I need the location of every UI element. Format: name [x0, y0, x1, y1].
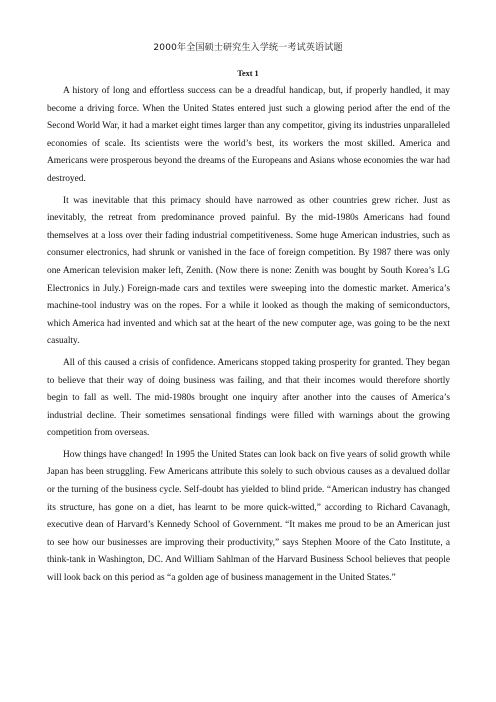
- document-title: 2000年全国硕士研究生入学统一考试英语试题: [153, 43, 343, 53]
- section-heading: Text 1: [237, 69, 259, 78]
- body-text: [47, 83, 450, 592]
- paragraph: All of this caused a crisis of confidence. Americans stopped taking prosperity for granted. They began to believe that their way of doing business was failing, and that their incomes would therefore shortly begin to fall as well. The mid-1980s brought one inquiry after another into the causes of America’s industrial decline. Their sometimes sensational findings were filled with warnings about the growing competition from overseas.: [47, 357, 450, 439]
- paragraph: How things have changed! In 1995 the United States can look back on five years of solid growth while Japan has been struggling. Few Americans attribute this solely to such obvious causes as a devalued dollar or the turning of the business cycle. Self-doubt has yielded to blind pride. “American industry has changed its structure, has gone on a diet, has learnt to be more quick-witted,” according to Richard Cavanagh, executive dean of Harvard’s Kennedy School of Government. “It makes me proud to be an American just to see how our businesses are improving their productivity,” says Stephen Moore of the Cato Institute, a think-tank in Washington, DC. And William Sahlman of the Harvard Business School believes that people will look back on this period as “a golden age of business management in the United States.”: [47, 449, 450, 584]
- paragraph: It was inevitable that this primacy should have narrowed as other countries grew richer. Just as inevitably, the retreat from predominance proved painful. By the mid-1980s Americans had found themselves at a loss over their fading industrial competitiveness. Some huge American industries, such as consumer electronics, had shrunk or vanished in the face of foreign competition. By 1987 there was only one American television maker left, Zenith. (Now there is none: Zenith was bought by South Korea’s LG Electronics in July.) Foreign-made cars and textiles were sweeping into the domestic market. America’s machine-tool industry was on the ropes. For a while it looked as though the making of semiconductors, which America had invented and which sat at the heart of the new computer age, was going to be the next casualty.: [47, 195, 450, 347]
- paragraph: A history of long and effortless success can be a dreadful handicap, but, if properly handled, it may become a driving force. When the United States entered just such a glowing period after the end of the Second World War, it had a market eight times larger than any competitor, giving its industries unparalleled economies of scale. Its scientists were the world’s best, its workers the most skilled. America and Americans were prosperous beyond the dreams of the Europeans and Asians whose economies the war had destroyed.: [47, 86, 450, 184]
